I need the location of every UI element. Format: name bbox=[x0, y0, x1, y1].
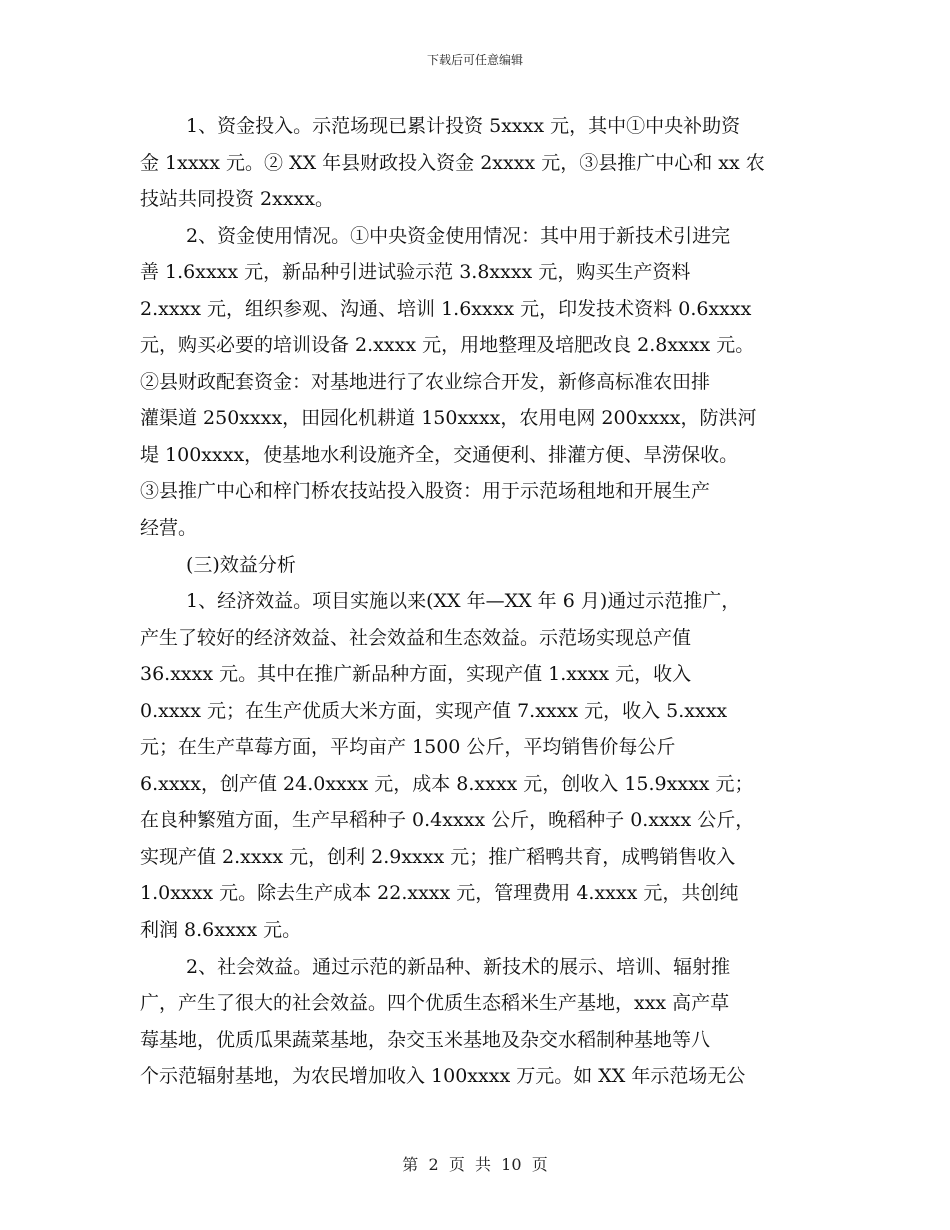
section-heading: (三)效益分析 bbox=[186, 553, 296, 576]
page-footer: 第 2 页 共 10 页 bbox=[402, 1155, 548, 1174]
text-line: 2.xxxx 元，组织参观、沟通、培训 1.6xxxx 元，印发技术资料 0.6xxxx bbox=[140, 297, 752, 320]
text-line: 36.xxxx 元。其中在推广新品种方面，实现产值 1.xxxx 元，收入 bbox=[140, 663, 692, 686]
text-line: 经营。 bbox=[140, 517, 198, 540]
text-line: 产生了较好的经济效益、社会效益和生态效益。示范场实现总产值 bbox=[140, 626, 692, 649]
text-line: 2、资金使用情况。①中央资金使用情况：其中用于新技术引进完 bbox=[186, 224, 731, 247]
text-line: 利润 8.6xxxx 元。 bbox=[140, 919, 302, 942]
page-header: 下载后可任意编辑 bbox=[426, 53, 523, 67]
text-line: 灌渠道 250xxxx，田园化机耕道 150xxxx，农用电网 200xxxx，防洪河 bbox=[140, 407, 757, 430]
text-line: 善 1.6xxxx 元，新品种引进试验示范 3.8xxxx 元，购买生产资料 bbox=[140, 261, 691, 284]
text-line: 在良种繁殖方面，生产早稻种子 0.4xxxx 公斤，晚稻种子 0.xxxx 公斤， bbox=[140, 809, 755, 832]
text-line: 个示范辐射基地，为农民增加收入 100xxxx 万元。如 XX 年示范场无公 bbox=[140, 1065, 746, 1088]
text-line: 金 1xxxx 元。② XX 年县财政投入资金 2xxxx 元，③县推广中心和 xx 农 bbox=[140, 151, 765, 174]
text-line: 1、经济效益。项目实施以来(XX 年—XX 年 6 月)通过示范推广， bbox=[186, 590, 741, 613]
text-line: 1、资金投入。示范场现已累计投资 5xxxx 元，其中①中央补助资 bbox=[186, 115, 741, 137]
text-line: 堤 100xxxx，使基地水利设施齐全，交通便利、排灌方便、旱涝保收。 bbox=[140, 443, 739, 466]
text-line: 2、社会效益。通过示范的新品种、新技术的展示、培训、辐射推 bbox=[186, 955, 731, 978]
text-line: ③县推广中心和梓门桥农技站投入股资：用于示范场租地和开展生产 bbox=[140, 480, 711, 503]
text-line: 0.xxxx 元；在生产优质大米方面，实现产值 7.xxxx 元，收入 5.xxxx bbox=[140, 699, 728, 722]
text-line: 技站共同投资 2xxxx。 bbox=[140, 188, 334, 211]
document-body bbox=[140, 108, 812, 1095]
text-line: ②县财政配套资金：对基地进行了农业综合开发，新修高标准农田排 bbox=[140, 370, 711, 393]
text-line: 莓基地，优质瓜果蔬菜基地，杂交玉米基地及杂交水稻制种基地等八 bbox=[140, 1028, 711, 1051]
text-line: 广，产生了很大的社会效益。四个优质生态稻米生产基地，xxx 高产草 bbox=[140, 992, 730, 1015]
text-line: 6.xxxx，创产值 24.0xxxx 元，成本 8.xxxx 元，创收入 15.9xxxx 元； bbox=[140, 772, 754, 795]
text-line: 1.0xxxx 元。除去生产成本 22.xxxx 元，管理费用 4.xxxx 元，共创纯 bbox=[140, 882, 739, 905]
text-line: 元，购买必要的培训设备 2.xxxx 元，用地整理及培肥改良 2.8xxxx 元。 bbox=[140, 334, 755, 357]
text-line: 元；在生产草莓方面，平均亩产 1500 公斤，平均销售价每公斤 bbox=[140, 736, 676, 759]
text-line: 实现产值 2.xxxx 元，创利 2.9xxxx 元；推广稻鸭共育，成鸭销售收入 bbox=[140, 845, 736, 868]
